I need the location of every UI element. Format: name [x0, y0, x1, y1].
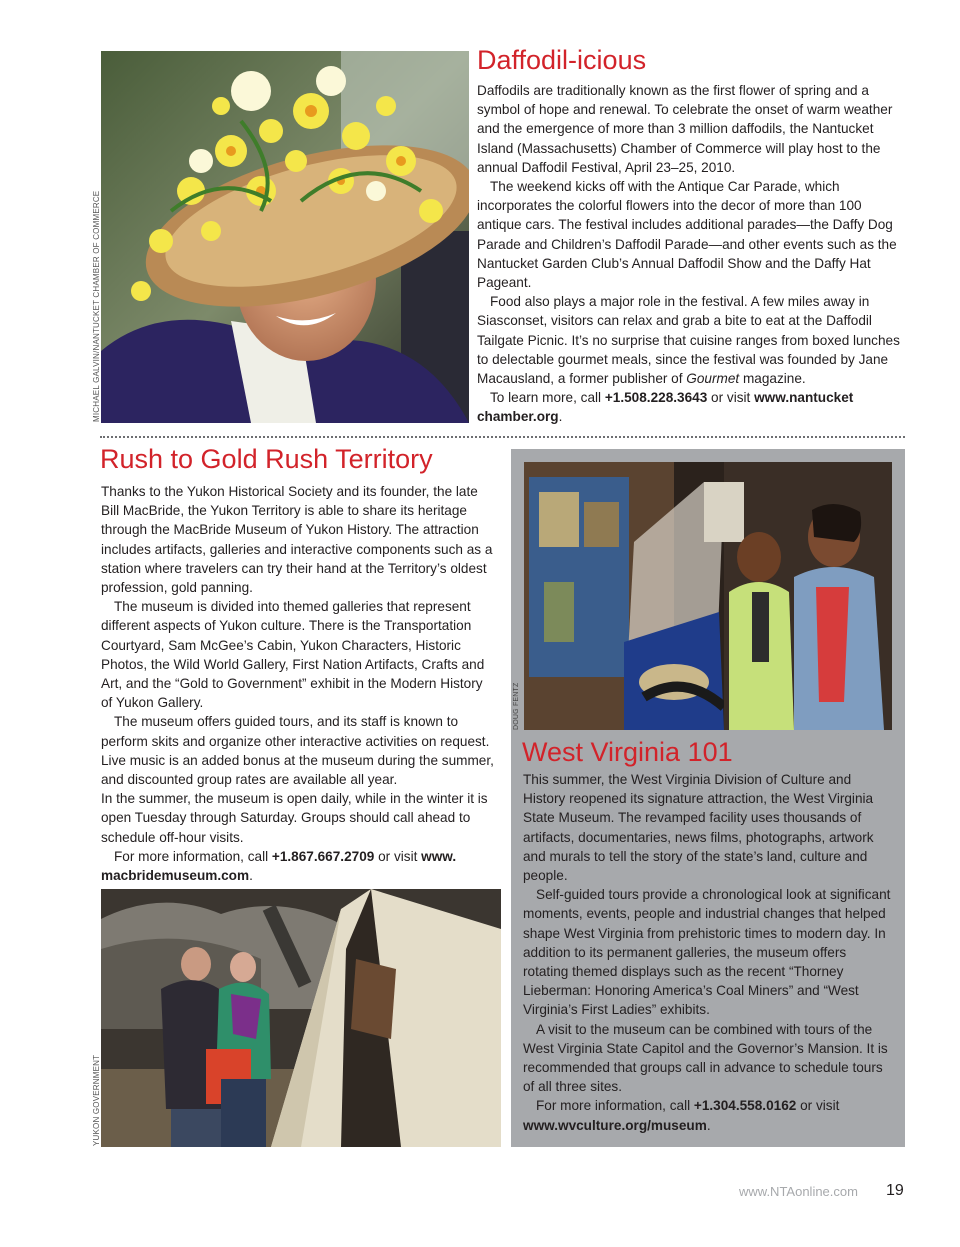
- yukon-heading: Rush to Gold Rush Territory: [100, 444, 433, 474]
- daffodil-website-link[interactable]: www.nantucket chamber.org: [477, 390, 854, 425]
- yukon-article: [101, 482, 497, 885]
- daffodil-phone: +1.508.228.3643: [604, 390, 708, 406]
- gourmet-magazine-title: Gourmet: [686, 371, 740, 387]
- yukon-phone: +1.867.667.2709: [271, 848, 375, 864]
- yukon-photo-credit: YUKON GOVERNMENT: [92, 1054, 101, 1146]
- daffodil-photo-credit: MICHAEL GALVIN/NANTUCKET CHAMBER OF COMMERCE: [92, 190, 101, 422]
- page-number: 19: [886, 1182, 904, 1199]
- yukon-paragraph-3: The museum offers guided tours, and its staff is known to perform skits and organize other interactive activities on request. Live music is an added bonus at the museum during the summer, and discounted group rates are available all year.: [101, 714, 494, 788]
- yukon-paragraph-1: Thanks to the Yukon Historical Society and its founder, the late Bill MacBride, the Yukon Territory is able to share its heritage through the MacBride Museum of Yukon History. The attraction includes artifacts, galleries and interactive components such as a station where travelers can try their hand at the Territory’s oldest profession, gold panning.: [101, 484, 493, 596]
- daffodil-paragraph-3: Food also plays a major role in the festival. A few miles away in Siasconset, visitors can relax and grab a bite to eat at the Daffodil Tailgate Picnic. It’s no surprise that cuisine ranges from boxed lunches to delectable gourmet meals, since the festival was founded by Jane Macausland, a former publisher of Gourmet magazine.: [477, 294, 900, 387]
- wv-article: [523, 770, 895, 1135]
- yukon-tent-illustration: [101, 889, 501, 1147]
- footer-site-url[interactable]: www.NTAonline.com: [739, 1184, 858, 1199]
- wv-phone: +1.304.558.0162: [693, 1098, 797, 1114]
- yukon-website-link[interactable]: www. macbridemuseum.com: [101, 848, 457, 884]
- wv-paragraph-3: A visit to the museum can be combined with tours of the West Virginia State Capitol and the Governor’s Mansion. It is recommended that groups call in advance to schedule tours of all three sites.: [523, 1021, 888, 1095]
- daffodil-paragraph-2: The weekend kicks off with the Antique Car Parade, which incorporates the colorful flowers into the decor of more than 100 antique cars. The festival includes additional parades—the Daffy Dog Parade and Children’s Daffodil Parade—and other events such as the Nantucket Garden Club’s Annual Daffodil Show and the Daffy Hat Pageant.: [477, 179, 897, 291]
- yukon-contact: For more information, call +1.867.667.2709 or visit www. macbridemuseum.com.: [101, 848, 457, 884]
- wv-photo-credit: DOUG FENTZ: [513, 682, 520, 730]
- section-divider: [100, 436, 905, 438]
- wv-contact: For more information, call +1.304.558.0162 or visit www.wvculture.org/museum.: [523, 1098, 840, 1133]
- daffodil-hat-illustration: [101, 51, 469, 423]
- wv-museum-photo: [524, 462, 892, 730]
- daffodil-paragraph-1: Daffodils are traditionally known as the first flower of spring and a symbol of hope and renewal. To celebrate the onset of warm weather and the emergence of more than 3 million daffodils, the Nantucket Island (Massachusetts) Chamber of Commerce will play host to the annual Daffodil Festival, April 23–25, 2010.: [477, 83, 893, 175]
- daffodil-article: [477, 81, 907, 427]
- wv-paragraph-1: This summer, the West Virginia Division of Culture and History reopened its signature attraction, the West Virginia State Museum. The revamped facility uses thousands of artifacts, documentaries, news films, photographs, artwork and murals to tell the story of the state’s land, culture and people.: [523, 772, 874, 884]
- daffodil-contact: To learn more, call +1.508.228.3643 or visit www.nantucket chamber.org.: [477, 390, 854, 425]
- wv-paragraph-2: Self-guided tours provide a chronological look at significant moments, events, people and industrial changes that helped shape West Virginia from prehistoric times to modern day. In addition to its permanent galleries, the museum offers rotating themed displays such as the recent “Thorney Lieberman: Honoring America’s Coal Miners” and “West Virginia’s First Ladies” exhibits.: [523, 887, 891, 1018]
- yukon-paragraph-4: In the summer, the museum is open daily, while in the winter it is open Tuesday through Saturday. Groups should call ahead to schedule off-hour visits.: [101, 791, 488, 845]
- wv-museum-illustration: [524, 462, 892, 730]
- daffodil-hat-photo: [101, 51, 469, 423]
- daffodil-heading: Daffodil-icious: [477, 45, 647, 75]
- yukon-paragraph-2: The museum is divided into themed galleries that represent different aspects of Yukon culture. There is the Transportation Courtyard, Sam McGee’s Cabin, Yukon Characters, Historic Photos, the Wild World Gallery, First Nation Artifacts, Crafts and Art, and the “Gold to Government” exhibit in the Modern History of Yukon Gallery.: [101, 599, 485, 711]
- wv-heading: West Virginia 101: [522, 737, 733, 767]
- wv-website-link[interactable]: www.wvculture.org/museum: [523, 1117, 707, 1133]
- yukon-tent-photo: [101, 889, 501, 1147]
